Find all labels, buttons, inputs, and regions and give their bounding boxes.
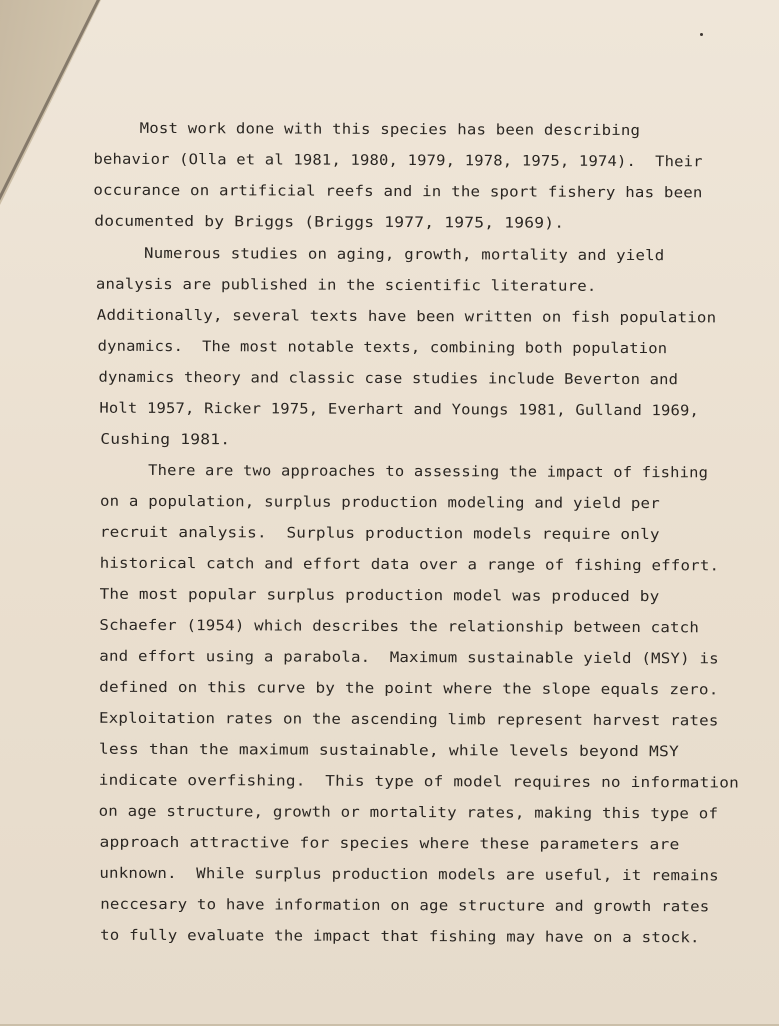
paragraph-3-line-12: on age structure, growth or mortality rates, making this type of: [98, 803, 719, 823]
paragraph-1-line-4: documented by Briggs (Briggs 1977, 1975, 1969).: [94, 213, 565, 232]
paragraph-2-line-6: Holt 1957, Ricker 1975, Everhart and Youngs 1981, Gulland 1969,: [99, 400, 700, 420]
paragraph-2-line-4: dynamics. The most notable texts, combining both population: [97, 338, 668, 358]
paragraph-2-line-1: Numerous studies on aging, growth, mortality and yield: [144, 245, 665, 265]
paragraph-3-line-9: Exploitation rates on the ascending limb represent harvest rates: [99, 710, 719, 730]
paragraph-3-line-11: indicate overfishing. This type of model requires no information: [98, 772, 740, 792]
paragraph-1-line-2: behavior (Olla et al 1981, 1980, 1979, 1978, 1975, 1974). Their: [93, 151, 703, 171]
paragraph-3-line-7: and effort using a parabola. Maximum sustainable yield (MSY) is: [99, 648, 719, 668]
paragraph-2-line-2: analysis are published in the scientific literature.: [95, 276, 597, 295]
paragraph-3-line-5: The most popular surplus production model was produced by: [99, 586, 660, 606]
paragraph-3-line-1: There are two approaches to assessing the impact of fishing: [148, 462, 709, 482]
paragraph-2-line-3: Additionally, several texts have been written on fish population: [96, 307, 717, 327]
paragraph-3-line-15: neccesary to have information on age structure and growth rates: [100, 896, 710, 916]
paragraph-1-line-1: Most work done with this species has been describing: [139, 120, 641, 140]
paragraph-3-line-13: approach attractive for species where these parameters are: [99, 834, 680, 854]
paragraph-2-line-5: dynamics theory and classic case studies include Beverton and: [98, 369, 679, 389]
paragraph-3-line-2: on a population, surplus production modeling and yield per: [99, 493, 660, 513]
paragraph-3-line-4: historical catch and effort data over a range of fishing effort.: [99, 555, 720, 575]
paragraph-3-line-6: Schaefer (1954) which describes the relationship between catch: [99, 617, 700, 637]
paragraph-2-line-7: Cushing 1981.: [100, 431, 231, 449]
paragraph-1-line-3: occurance on artificial reefs and in the sport fishery has been: [93, 182, 703, 202]
paragraph-3-line-14: unknown. While surplus production models are useful, it remains: [99, 865, 719, 885]
paragraph-3-line-10: less than the maximum sustainable, while levels beyond MSY: [98, 741, 680, 761]
paragraph-3-line-8: defined on this curve by the point where the slope equals zero.: [99, 679, 719, 699]
paragraph-3-line-16: to fully evaluate the impact that fishing may have on a stock.: [100, 927, 700, 947]
paragraph-3-line-3: recruit analysis. Surplus production models require only: [99, 524, 660, 544]
